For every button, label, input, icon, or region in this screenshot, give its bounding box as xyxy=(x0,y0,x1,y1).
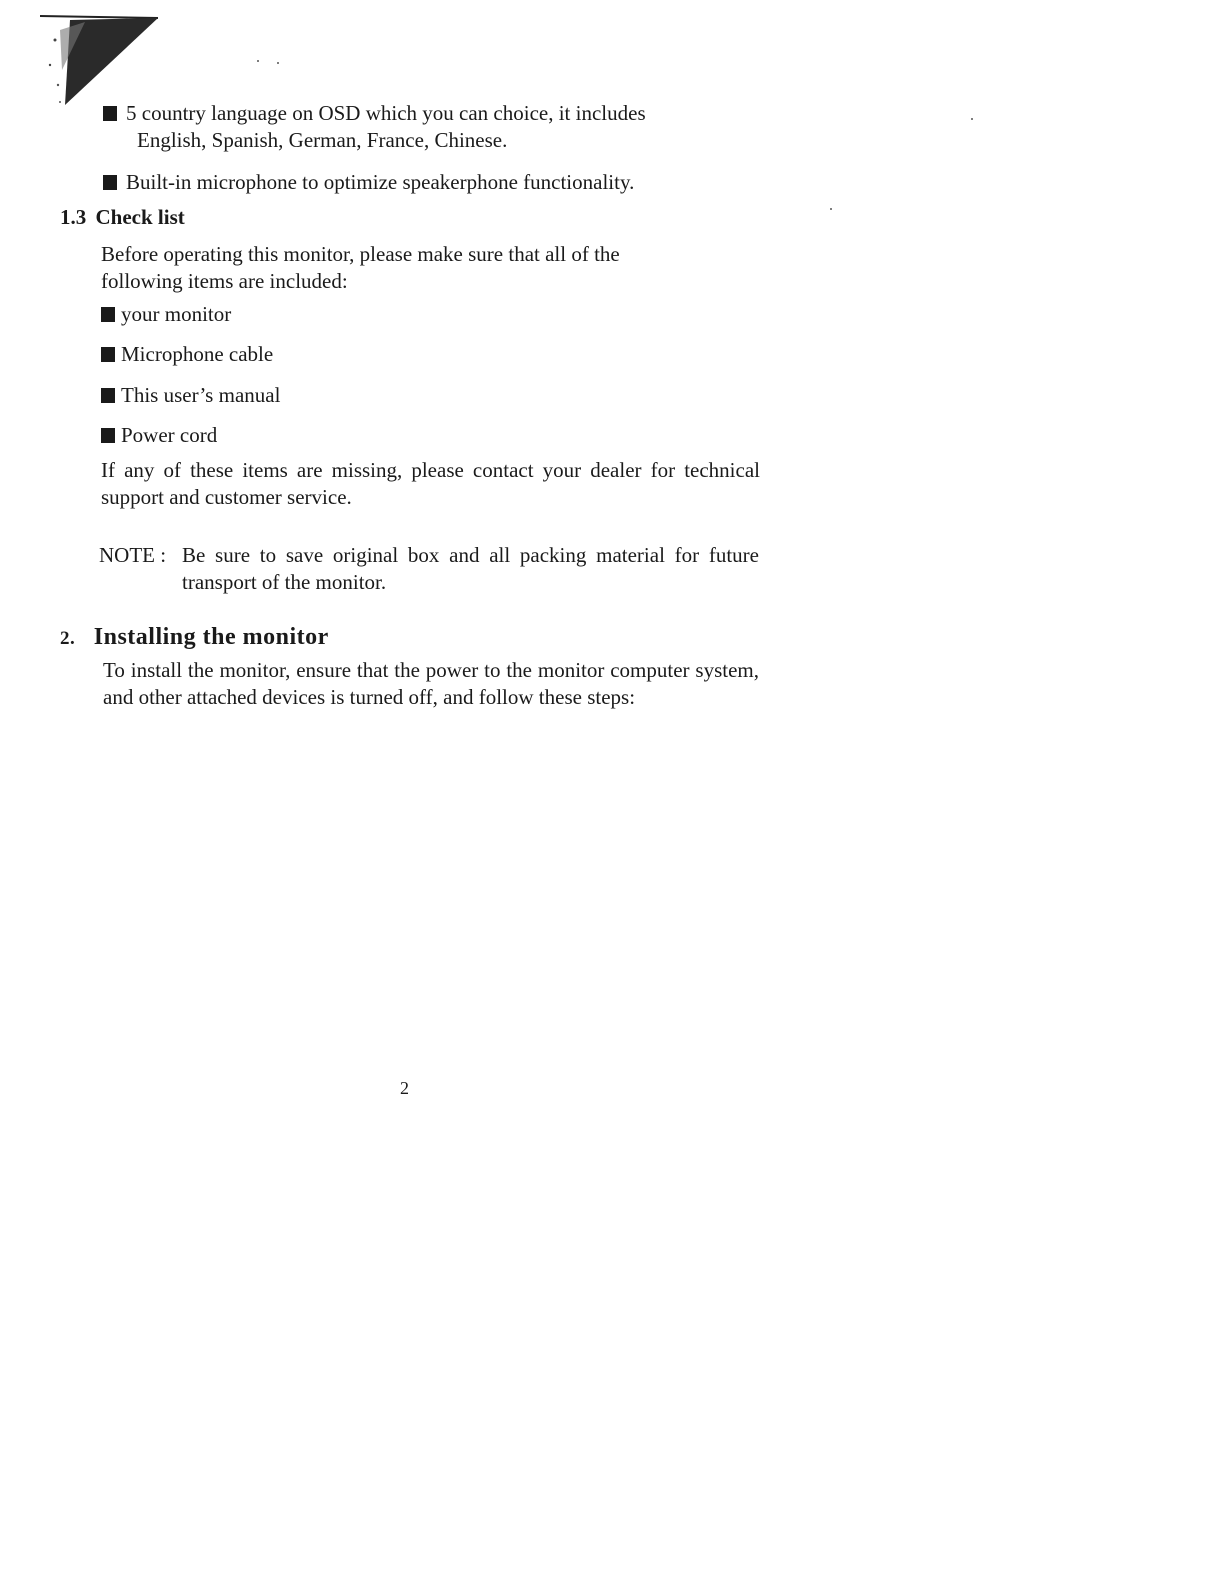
note-text: Be sure to save original box and all packing material for future transport of the monitor. xyxy=(182,543,759,594)
installing-paragraph: To install the monitor, ensure that the power to the monitor computer system, and other attached devices is turned off, and follow these steps: xyxy=(103,658,759,709)
feature-text: 5 country language on OSD which you can choice, it includes xyxy=(126,101,646,125)
square-bullet-icon xyxy=(101,388,115,403)
scan-speck xyxy=(830,208,832,210)
checklist-item: This user’s manual xyxy=(101,382,280,409)
checklist-intro: Before operating this monitor, please make sure that all of the following items are included: xyxy=(101,242,620,293)
feature-item xyxy=(103,169,743,196)
section-heading xyxy=(60,205,185,230)
note-label: NOTE : xyxy=(99,543,167,567)
square-bullet-icon xyxy=(103,175,117,190)
scan-speck xyxy=(257,60,259,62)
section-title: Installing the monitor xyxy=(93,624,329,650)
square-bullet-icon xyxy=(101,428,115,443)
square-bullet-icon xyxy=(101,347,115,362)
checklist-item: Microphone cable xyxy=(101,341,273,368)
note xyxy=(99,542,761,596)
feature-text: Built-in microphone to optimize speakerphone functionality. xyxy=(126,170,635,194)
feature-item xyxy=(103,100,743,154)
feature-text: English, Spanish, German, France, Chinese. xyxy=(137,128,508,152)
missing-items-paragraph: If any of these items are missing, please contact your dealer for technical support and customer service. xyxy=(101,458,760,509)
square-bullet-icon xyxy=(101,307,115,322)
section-number: 1.3 xyxy=(60,205,87,229)
section-number: 2. xyxy=(60,628,76,649)
page-number: 2 xyxy=(400,1078,409,1098)
checklist-item: Power cord xyxy=(101,422,217,449)
section-heading xyxy=(60,624,329,651)
scan-speck xyxy=(277,62,279,64)
scan-speck xyxy=(971,118,973,120)
checklist-item: your monitor xyxy=(101,301,231,328)
square-bullet-icon xyxy=(103,106,117,121)
section-title: Check list xyxy=(95,205,185,229)
